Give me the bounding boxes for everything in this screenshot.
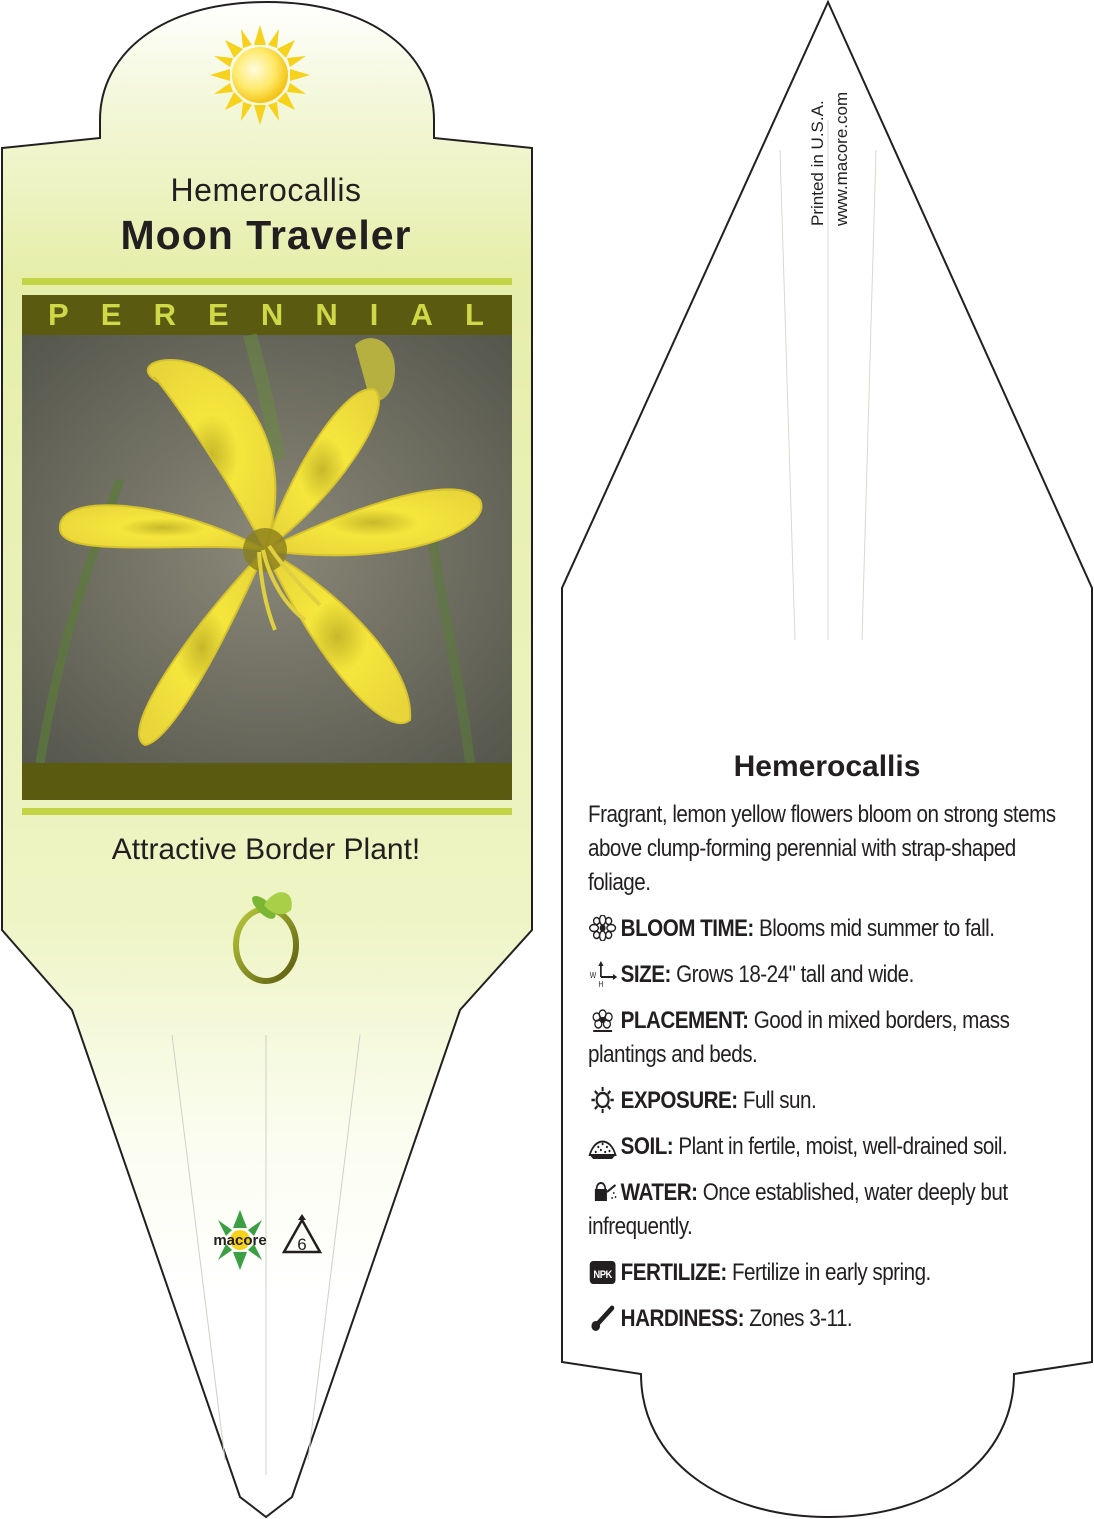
care-text: Grows 18-24" tall and wide.	[676, 961, 914, 988]
thermometer-icon	[588, 1305, 617, 1331]
care-description: Fragrant, lemon yellow flowers bloom on strong stems above clump-forming perennial with strap-shaped foliage.	[588, 801, 1056, 896]
npk-text: NPK	[593, 1269, 612, 1282]
soil-mound-icon	[588, 1133, 617, 1159]
care-row-water	[588, 1176, 1059, 1244]
size-icon-w: W	[589, 970, 596, 981]
website-url: www.macore.com	[832, 91, 851, 226]
printed-in-usa: Printed in U.S.A.	[808, 100, 827, 226]
watering-can-icon	[588, 1179, 617, 1205]
care-row-exposure	[588, 1084, 1059, 1118]
perennial-letter: A	[410, 297, 433, 332]
size-arrows-icon	[588, 961, 617, 987]
front-cultivar: Moon Traveler	[120, 212, 412, 258]
care-label: WATER:	[620, 1179, 698, 1206]
size-icon-h: H	[598, 979, 603, 987]
care-row-placement	[588, 1004, 1059, 1072]
sun-icon	[210, 25, 310, 125]
care-label: EXPOSURE:	[620, 1087, 738, 1114]
perennial-letter: L	[465, 297, 484, 332]
plants-icon	[588, 1007, 617, 1033]
lower-lime-stripe	[22, 808, 512, 815]
npk-fertilizer-icon	[588, 1259, 617, 1285]
care-text: Zones 3-11.	[749, 1305, 853, 1332]
care-label: HARDINESS:	[620, 1305, 744, 1332]
care-text: Plant in fertile, moist, well-drained soil.	[678, 1133, 1008, 1160]
care-row-hardiness	[588, 1302, 1059, 1336]
perennial-label	[48, 297, 484, 333]
care-text: Once established, water deeply but infrequently.	[588, 1179, 1008, 1240]
care-row-soil	[588, 1130, 1059, 1164]
upper-lime-stripe	[22, 278, 512, 285]
perennial-letter: R	[153, 297, 176, 332]
macore-logo-text: macore	[213, 1232, 267, 1249]
perennial-letter: P	[48, 297, 69, 332]
care-text: Full sun.	[742, 1087, 817, 1114]
care-row-bloom-time	[588, 912, 1059, 946]
care-info	[588, 750, 1058, 1336]
recycle-number: 6	[297, 1235, 307, 1254]
care-label: PLACEMENT:	[620, 1007, 749, 1034]
perennial-letter: E	[100, 297, 122, 332]
perennial-letter: E	[208, 297, 229, 332]
care-label: SIZE:	[620, 961, 671, 988]
care-title: Hemerocallis	[733, 750, 921, 783]
perennial-letter: N	[260, 297, 284, 332]
care-row-fertilize	[588, 1256, 1059, 1290]
care-text: Good in mixed borders, mass plantings and beds.	[588, 1007, 1010, 1068]
perennial-letter: I	[369, 297, 379, 332]
sun-outline-icon	[588, 1087, 617, 1113]
flower-photo	[22, 335, 512, 763]
care-label: FERTILIZE:	[620, 1259, 727, 1286]
care-text: Fertilize in early spring.	[731, 1259, 931, 1286]
lower-olive-band	[22, 763, 512, 800]
care-label: SOIL:	[620, 1133, 674, 1160]
care-label: BLOOM TIME:	[620, 915, 754, 942]
flower-icon	[588, 915, 617, 941]
front-genus: Hemerocallis	[170, 172, 362, 208]
care-text: Blooms mid summer to fall.	[758, 915, 995, 942]
perennial-letter: N	[315, 297, 338, 332]
care-row-size	[588, 958, 1059, 992]
front-tagline: Attractive Border Plant!	[111, 833, 421, 866]
